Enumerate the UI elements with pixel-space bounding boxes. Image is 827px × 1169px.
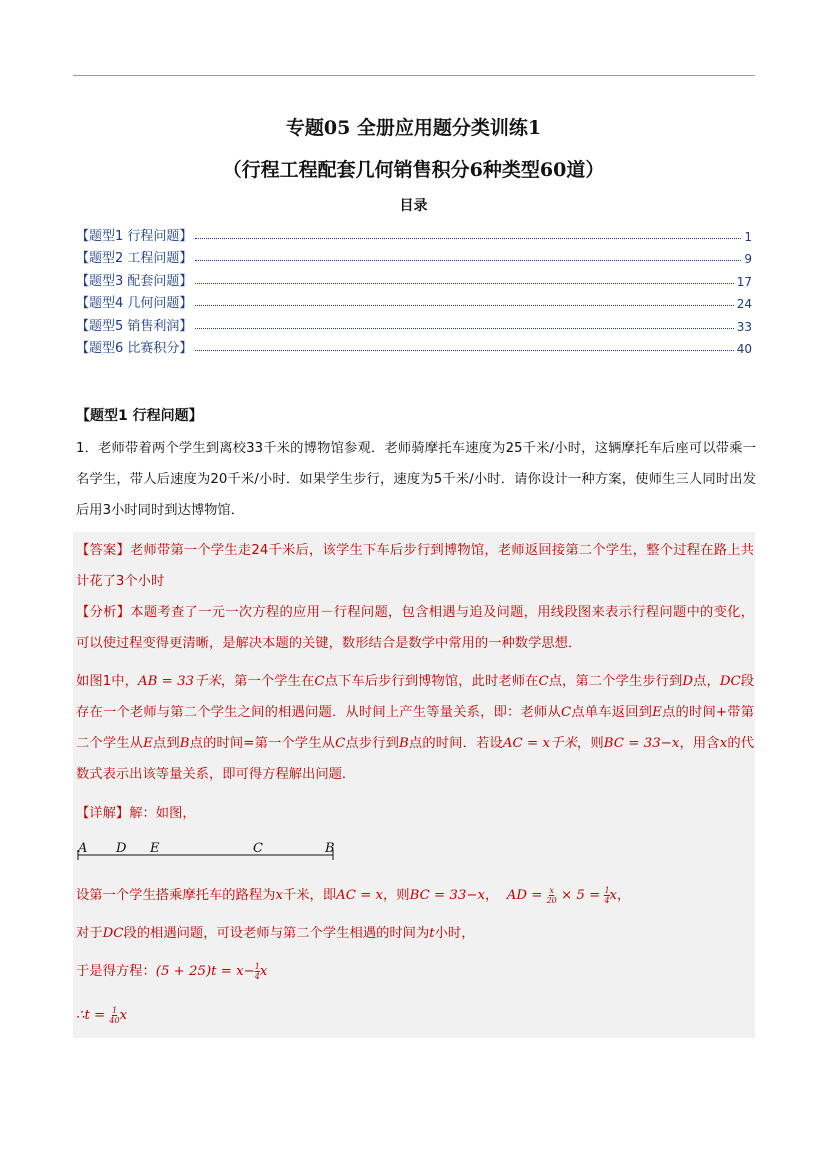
toc-item[interactable] xyxy=(76,221,752,244)
math-variable: E xyxy=(652,705,662,720)
text-run: 如图1中， xyxy=(76,674,138,689)
toc-leader xyxy=(195,350,733,351)
toc-item[interactable] xyxy=(76,266,752,289)
math-variable: D xyxy=(682,674,694,689)
fraction-denominator: 4 xyxy=(604,895,610,905)
toc-item[interactable] xyxy=(76,244,752,267)
answer-tag: 【答案】 xyxy=(76,543,130,558)
analysis-paragraph xyxy=(76,597,754,659)
toc-item-label: 【题型5 销售利润】 xyxy=(76,318,193,334)
toc-item[interactable] xyxy=(76,334,752,357)
math-expression: AD = xyxy=(506,888,547,903)
point-label-d: D xyxy=(116,841,127,856)
text-run: 点，第二个学生步行到 xyxy=(548,674,683,689)
toc-item-page: 33 xyxy=(736,319,752,334)
text-run: ，第一个学生在 xyxy=(220,674,315,689)
toc-leader xyxy=(195,283,733,284)
math-expression: BC = 33−x xyxy=(409,888,485,903)
math-variable: x xyxy=(275,888,283,903)
text-run: 点下车后步行到博物馆，此时老师在 xyxy=(324,674,539,689)
fraction-denominator: 40 xyxy=(109,1015,120,1025)
math-expression: AB = 33千米 xyxy=(137,674,221,689)
question-text: 1．老师带着两个学生到离校33千米的博物馆参观．老师骑摩托车速度为25千米/小时，这辆摩托车后座可以带乘一名学生，带人后速度为20千米/小时．如果学生步行，速度为5千米/小时．请你设计一种方案，使师生三人同时出发后用3小时同时到达博物馆． xyxy=(76,441,756,518)
text-run: 的代数式表示出该等量关系，即可得方程解出问题． xyxy=(76,736,755,782)
detail-line-4 xyxy=(76,1000,754,1031)
toc-item-page: 24 xyxy=(736,297,752,311)
toc-item-page: 1 xyxy=(744,229,752,244)
math-variable: DC xyxy=(102,926,124,941)
detail-tag: 【详解】 xyxy=(76,806,130,821)
toc-item-label: 【题型2 工程问题】 xyxy=(76,251,193,266)
text-run: 点单车返回到 xyxy=(571,705,653,720)
math-expression: AC = x xyxy=(336,888,384,903)
math-expression: × 5 = xyxy=(556,888,605,903)
fraction xyxy=(109,1006,119,1025)
math-variable: t xyxy=(429,926,435,941)
toc-item-page: 9 xyxy=(744,252,752,266)
math-expression: AC = x千米 xyxy=(502,736,577,751)
math-variable: x xyxy=(719,736,728,751)
toc-item-label: 【题型4 几何问题】 xyxy=(76,296,193,311)
detail-line-2 xyxy=(76,918,754,949)
math-variable: C xyxy=(335,736,346,751)
analysis-tag: 【分析】 xyxy=(76,605,131,620)
text-run: 设第一个学生搭乘摩托车的路程为 xyxy=(76,888,276,903)
fraction-denominator: 4 xyxy=(254,971,260,981)
toc-heading: 目录 xyxy=(399,198,428,214)
text-run: ，用含 xyxy=(679,736,720,751)
toc-item-page: 40 xyxy=(736,342,752,356)
detail-paragraph xyxy=(76,798,754,829)
toc-item[interactable] xyxy=(76,311,752,334)
document-title: 专题05 全册应用题分类训练1 xyxy=(285,117,542,139)
math-expression: BC = 33−x xyxy=(603,736,680,751)
toc-leader xyxy=(195,328,733,329)
section-heading: 【题型1 行程问题】 xyxy=(76,408,203,424)
toc-item-label: 【题型6 比赛积分】 xyxy=(76,341,193,356)
math-variable: C xyxy=(314,674,325,689)
toc-item-label: 【题型1 行程问题】 xyxy=(76,228,193,244)
point-label-e: E xyxy=(150,841,160,856)
math-variable: B xyxy=(179,736,190,751)
answer-text: 老师带第一个学生走24千米后，该学生下车后步行到博物馆，老师返回接第二个学生，整个过程在路上共计花了3个小时 xyxy=(76,543,754,589)
text-run: 小时， xyxy=(434,926,475,941)
math-expression: (5 + 25)t = x− xyxy=(155,964,255,979)
answer-paragraph xyxy=(76,535,754,597)
fraction-numerator: 1 xyxy=(604,885,610,895)
toc-leader xyxy=(195,305,733,306)
text-run: 点的时间=第一个学生从 xyxy=(189,736,336,751)
document-subtitle: （行程工程配套几何销售积分6种类型60道） xyxy=(222,159,605,181)
math-variable: x xyxy=(259,964,268,979)
text-run: ，则 xyxy=(383,888,410,903)
analysis-text: 本题考查了一元一次方程的应用－行程问题，包含相遇与追及问题，用线段图来表示行程问题中的变化，可以使过程变得更清晰，是解决本题的关键，数形结合是数学中常用的一种数学思想． xyxy=(76,605,755,651)
header-rule xyxy=(73,75,755,76)
math-variable: C xyxy=(560,705,572,720)
text-run: 点， xyxy=(693,674,720,689)
math-variable: E xyxy=(143,736,153,751)
point-label-a: A xyxy=(78,841,88,856)
text-run: 于是得方程： xyxy=(76,964,156,979)
toc-leader xyxy=(195,238,741,239)
text-run: ， xyxy=(617,888,631,903)
fraction-numerator: 1 xyxy=(111,1005,118,1015)
text-run: 对于 xyxy=(76,926,103,941)
toc-item-label: 【题型3 配套问题】 xyxy=(76,273,193,289)
detail-text: 解：如图， xyxy=(129,806,196,821)
point-label-c: C xyxy=(253,841,263,856)
text-run: 段的相遇问题，可设老师与第二个学生相遇的时间为 xyxy=(123,926,430,941)
toc-item[interactable] xyxy=(76,289,752,312)
math-variable: C xyxy=(538,674,549,689)
math-variable: DC xyxy=(719,674,741,689)
fraction-numerator: 1 xyxy=(254,961,260,971)
text-run: 点的时间．若设 xyxy=(408,736,503,751)
text-run: 点步行到 xyxy=(345,736,400,751)
segment-diagram xyxy=(76,835,346,865)
detail-line-3 xyxy=(76,956,754,987)
analysis-paragraph-2 xyxy=(76,666,754,790)
math-expression: ∴t = xyxy=(76,1008,110,1023)
math-variable: x xyxy=(609,888,618,903)
text-run: 段存在一个老师与第二个学生之间的相遇问题．从时间上产生等量关系，即：老师从 xyxy=(76,674,755,720)
text-run: 千米，即 xyxy=(282,888,337,903)
toc-item-page: 17 xyxy=(736,274,752,289)
point-label-b: B xyxy=(325,841,335,856)
math-variable: B xyxy=(399,736,409,751)
text-run: ， xyxy=(484,888,499,903)
fraction xyxy=(547,886,557,905)
text-run: ，则 xyxy=(576,736,604,751)
math-variable: x xyxy=(119,1008,128,1023)
fraction-numerator: x xyxy=(549,885,554,895)
fraction-denominator: 20 xyxy=(546,895,557,905)
detail-line-1 xyxy=(76,880,754,911)
text-run: 点的时间+带第二个学生从 xyxy=(76,705,754,751)
toc-leader xyxy=(195,260,741,261)
table-of-contents xyxy=(76,221,752,356)
text-run: 点到 xyxy=(152,736,180,751)
